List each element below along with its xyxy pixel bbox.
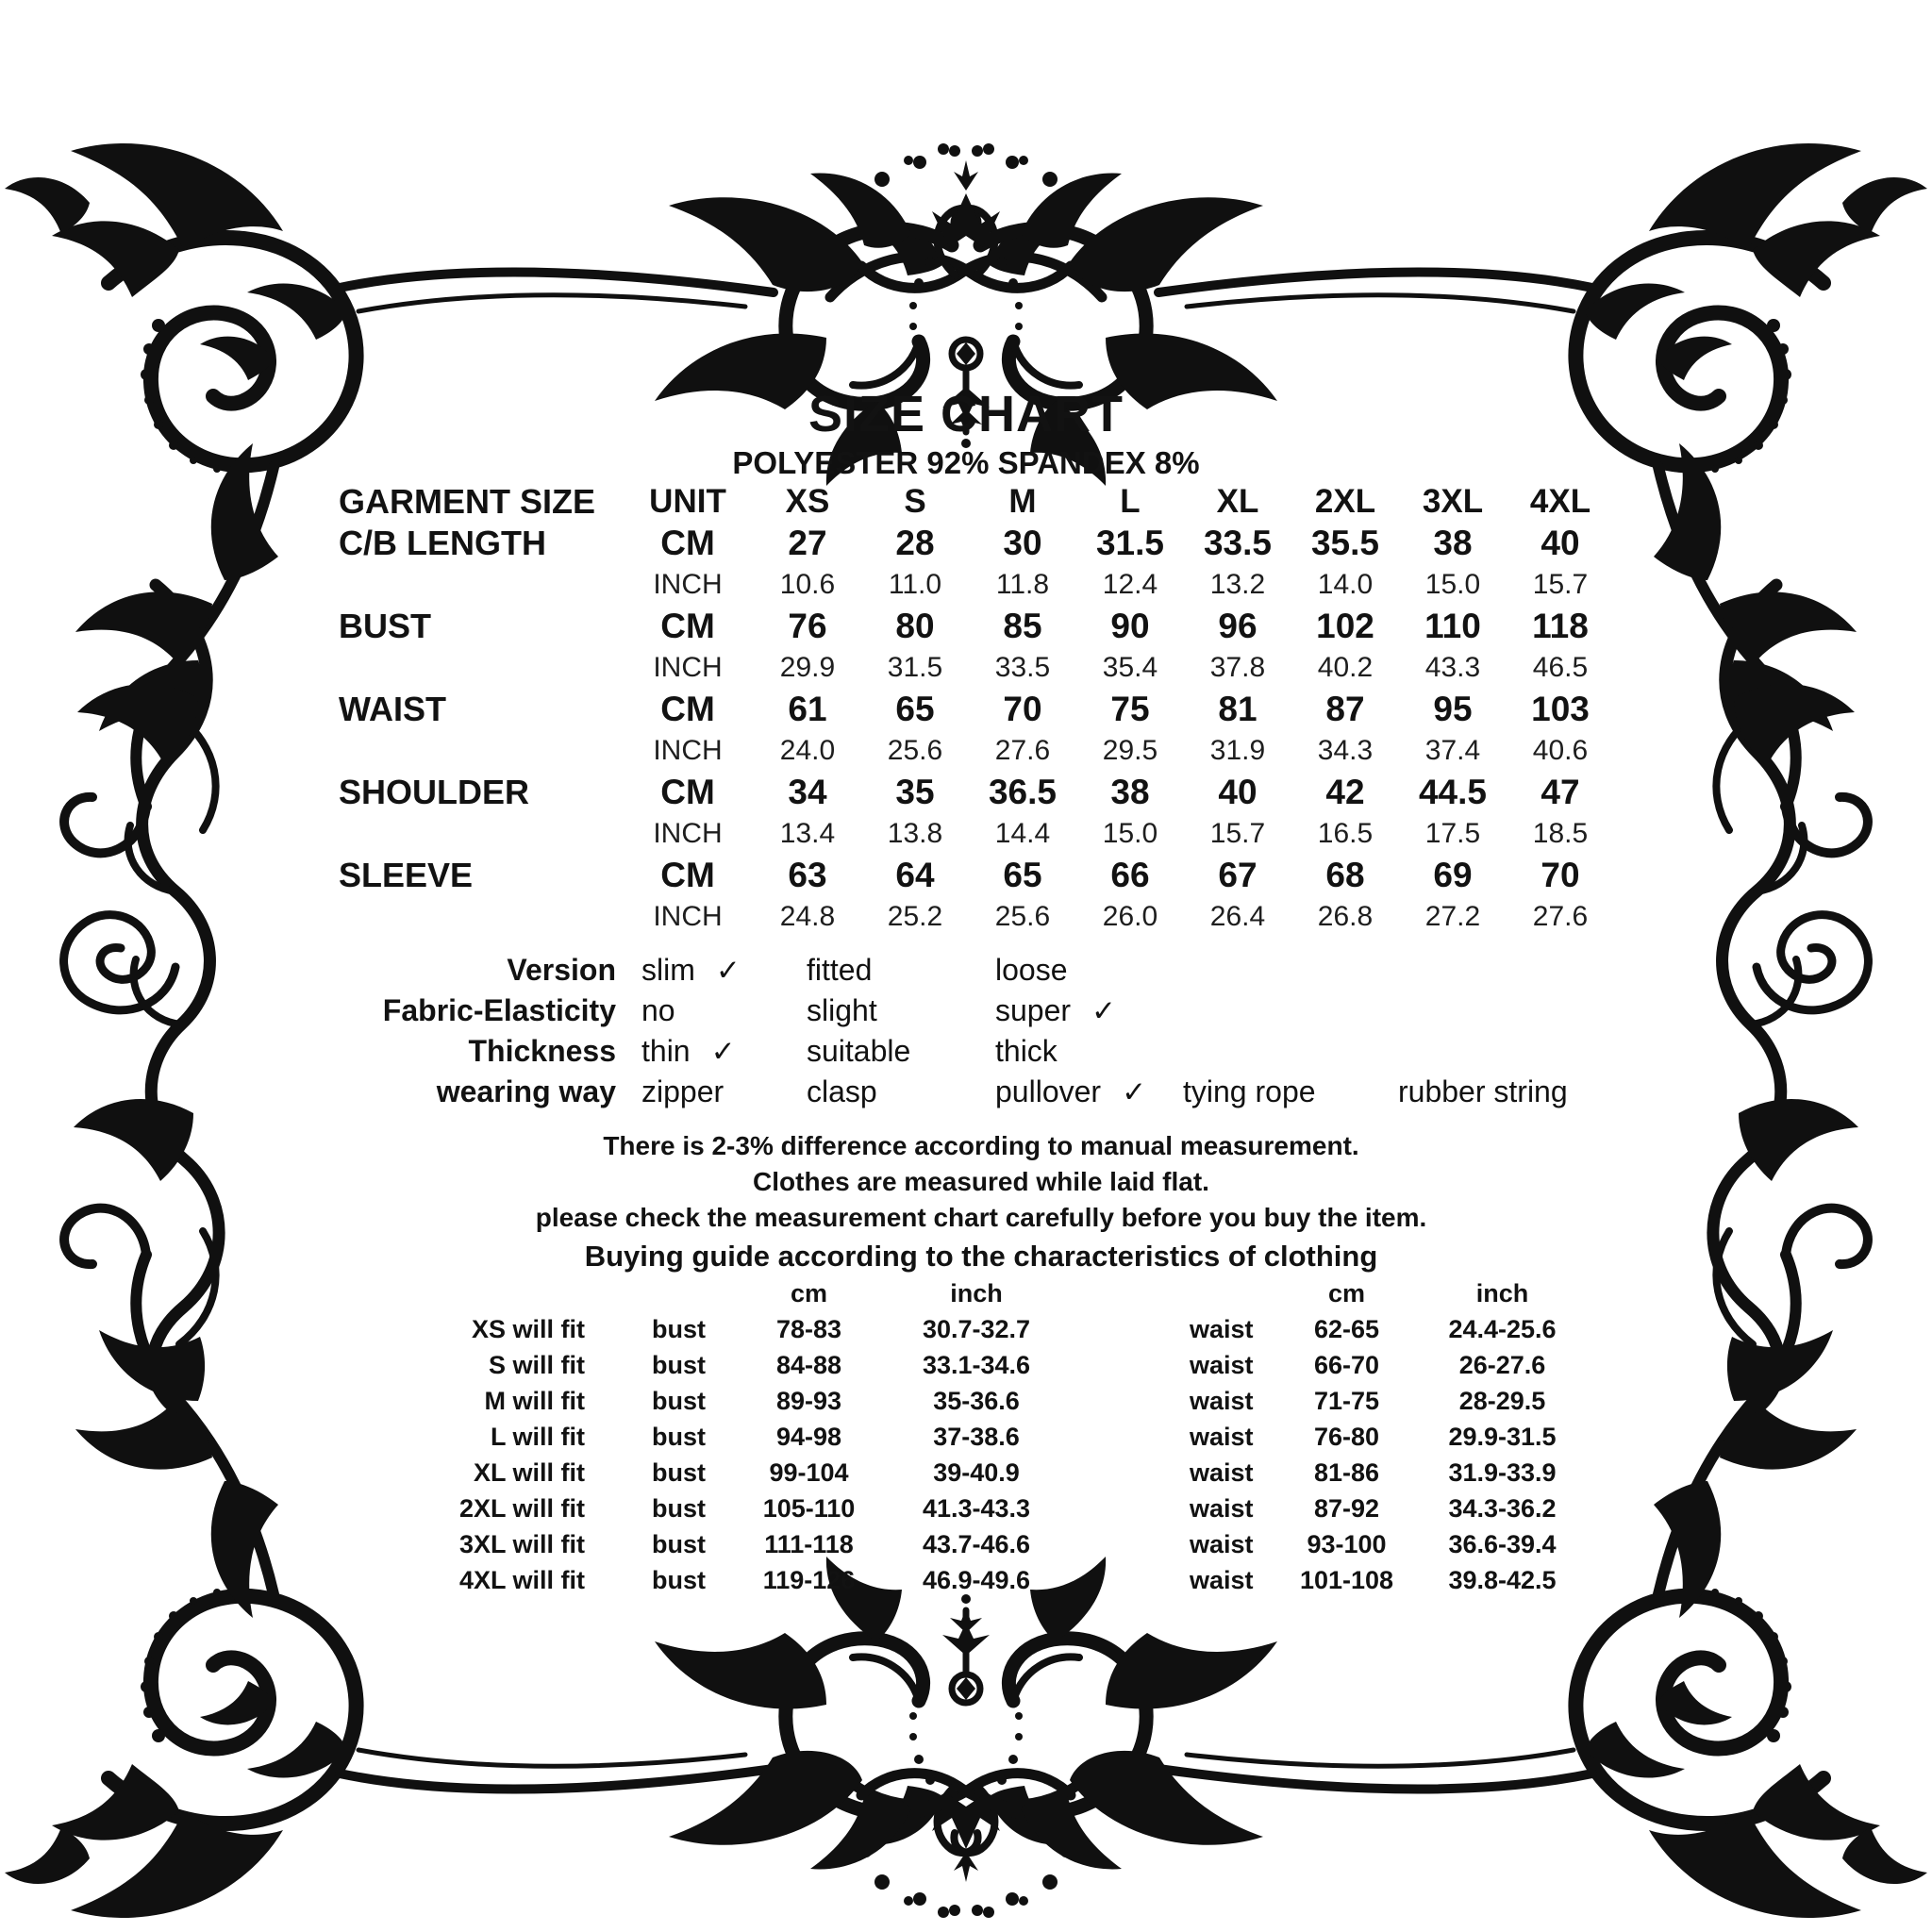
inch-value: 25.2 xyxy=(887,901,943,932)
guide-waist-cm: 71-75 xyxy=(1313,1386,1380,1415)
guide-size-label: L will fit xyxy=(491,1422,585,1451)
inch-unit-label: INCH xyxy=(653,569,723,600)
cm-value: 63 xyxy=(788,856,827,894)
guide-bust-inch: 33.1-34.6 xyxy=(922,1350,1031,1379)
guide-waist-label: waist xyxy=(1190,1565,1254,1594)
attribute-option-text: tying rope xyxy=(1183,1074,1316,1108)
guide-waist-inch: 28-29.5 xyxy=(1458,1386,1546,1415)
buying-guide-title: Buying guide according to the characteristics of clothing xyxy=(584,1240,1378,1273)
attribute-option-text: loose xyxy=(995,953,1068,987)
note-line: There is 2-3% difference according to manual measurement. xyxy=(603,1131,1359,1160)
cm-value: 40 xyxy=(1541,524,1580,562)
inch-value: 14.4 xyxy=(994,818,1051,849)
guide-waist-label: waist xyxy=(1190,1529,1254,1558)
attribute-option xyxy=(807,991,877,1031)
inch-value: 46.5 xyxy=(1532,652,1589,683)
attribute-option-text: thick xyxy=(995,1034,1058,1068)
guide-bust-inch: 41.3-43.3 xyxy=(922,1493,1031,1523)
guide-header-spacer xyxy=(358,1275,585,1311)
cm-value: 30 xyxy=(1003,524,1042,562)
cm-value: 80 xyxy=(895,607,935,645)
guide-size-label: 2XL will fit xyxy=(458,1493,585,1523)
cm-value: 61 xyxy=(788,690,827,728)
size-column-header: 3XL xyxy=(1422,483,1484,520)
inch-value: 27.2 xyxy=(1424,901,1481,932)
checkmark-icon: ✓ xyxy=(710,1034,736,1068)
guide-bust-cm: 78-83 xyxy=(775,1314,842,1343)
guide-bust-cm: 111-118 xyxy=(764,1529,854,1558)
guide-waist-label: waist xyxy=(1190,1350,1254,1379)
attribute-label: wearing way xyxy=(436,1074,616,1108)
inch-value: 35.4 xyxy=(1102,652,1158,683)
cm-value: 44.5 xyxy=(1418,773,1487,811)
cm-value: 35 xyxy=(895,773,935,811)
inch-value: 16.5 xyxy=(1317,818,1374,849)
inch-value: 11.0 xyxy=(888,569,942,600)
cm-value: 40 xyxy=(1218,773,1257,811)
checkmark-icon: ✓ xyxy=(1091,993,1117,1027)
cm-value: 66 xyxy=(1110,856,1150,894)
guide-gap xyxy=(585,1562,646,1598)
guide-waist-cm: 66-70 xyxy=(1313,1350,1380,1379)
inch-value: 25.6 xyxy=(994,901,1051,932)
inch-value: 37.8 xyxy=(1209,652,1266,683)
guide-bust-inch: 35-36.6 xyxy=(933,1386,1020,1415)
guide-bust-cm: 84-88 xyxy=(775,1350,842,1379)
cm-value: 65 xyxy=(1003,856,1042,894)
size-column-header: 2XL xyxy=(1314,483,1376,520)
inch-value: 40.6 xyxy=(1532,735,1589,766)
guide-gap xyxy=(585,1311,646,1347)
cm-value: 85 xyxy=(1003,607,1042,645)
attribute-option-text: rubber string xyxy=(1398,1074,1568,1108)
guide-bust-cm: 94-98 xyxy=(775,1422,842,1451)
inch-value: 27.6 xyxy=(1532,901,1589,932)
inch-value: 24.0 xyxy=(779,735,836,766)
guide-gap xyxy=(1071,1526,1184,1562)
guide-waist-label: waist xyxy=(1190,1493,1254,1523)
cm-value: 38 xyxy=(1110,773,1150,811)
guide-waist-inch: 31.9-33.9 xyxy=(1448,1457,1557,1487)
attribute-option xyxy=(995,950,1068,991)
attribute-option xyxy=(995,991,1116,1031)
guide-bust-inch: 39-40.9 xyxy=(933,1457,1020,1487)
guide-bust-label: bust xyxy=(652,1422,706,1451)
guide-waist-cm: 93-100 xyxy=(1307,1529,1387,1558)
inch-value: 26.0 xyxy=(1102,901,1158,932)
guide-size-label: M will fit xyxy=(484,1386,585,1415)
inch-value: 15.0 xyxy=(1102,818,1158,849)
cm-unit-label: CM xyxy=(660,856,715,894)
attribute-option-text: super xyxy=(995,993,1072,1027)
cm-value: 68 xyxy=(1325,856,1365,894)
guide-bust-inch: 37-38.6 xyxy=(933,1422,1020,1451)
attribute-option xyxy=(807,1031,910,1072)
cm-unit-label: CM xyxy=(660,524,715,562)
cm-unit-label: CM xyxy=(660,773,715,811)
guide-waist-cm: 101-108 xyxy=(1299,1565,1394,1594)
unit-column-header: UNIT xyxy=(649,483,726,520)
cm-value: 36.5 xyxy=(988,773,1057,811)
inch-value: 31.5 xyxy=(887,652,943,683)
guide-size-label: XL will fit xyxy=(473,1457,585,1487)
cm-value: 31.5 xyxy=(1095,524,1164,562)
measurement-label-spacer xyxy=(339,647,622,689)
measurement-label-spacer xyxy=(339,730,622,772)
inch-value: 10.6 xyxy=(779,569,836,600)
inch-value: 27.6 xyxy=(994,735,1051,766)
inch-value: 15.7 xyxy=(1209,818,1266,849)
cm-value: 47 xyxy=(1541,773,1580,811)
cm-value: 28 xyxy=(895,524,935,562)
cm-value: 67 xyxy=(1218,856,1257,894)
measurement-label: WAIST xyxy=(339,690,446,728)
attribute-option xyxy=(641,1072,724,1112)
attribute-option xyxy=(641,991,675,1031)
cm-value: 96 xyxy=(1218,607,1257,645)
guide-cm-header: cm xyxy=(790,1278,828,1307)
guide-gap xyxy=(1071,1383,1184,1419)
cm-value: 69 xyxy=(1433,856,1473,894)
measurement-label: BUST xyxy=(339,607,431,645)
guide-waist-cm: 87-92 xyxy=(1313,1493,1380,1523)
guide-waist-label: waist xyxy=(1190,1422,1254,1451)
guide-bust-label: bust xyxy=(652,1493,706,1523)
cm-value: 38 xyxy=(1433,524,1473,562)
cm-value: 34 xyxy=(788,773,827,811)
inch-value: 13.2 xyxy=(1209,569,1266,600)
cm-value: 90 xyxy=(1110,607,1150,645)
inch-value: 26.8 xyxy=(1317,901,1374,932)
guide-waist-label: waist xyxy=(1190,1386,1254,1415)
guide-inch-header: inch xyxy=(950,1278,1003,1307)
checkmark-icon: ✓ xyxy=(1122,1074,1147,1108)
inch-value: 13.8 xyxy=(887,818,943,849)
guide-gap xyxy=(1071,1562,1184,1598)
size-column-header: 4XL xyxy=(1529,483,1591,520)
guide-size-label: XS will fit xyxy=(471,1314,585,1343)
attribute-rows xyxy=(339,950,1678,1112)
guide-header-spacer xyxy=(1184,1275,1278,1311)
guide-gap xyxy=(585,1347,646,1383)
measurement-label: C/B LENGTH xyxy=(339,524,546,562)
guide-waist-cm: 62-65 xyxy=(1313,1314,1380,1343)
attribute-option-text: clasp xyxy=(807,1074,877,1108)
guide-waist-inch: 26-27.6 xyxy=(1458,1350,1546,1379)
inch-value: 34.3 xyxy=(1317,735,1374,766)
size-table xyxy=(339,481,1614,938)
inch-value: 14.0 xyxy=(1317,569,1374,600)
size-table-header-label: GARMENT SIZE xyxy=(339,482,596,521)
measurement-label: SLEEVE xyxy=(339,856,474,894)
guide-waist-inch: 24.4-25.6 xyxy=(1448,1314,1557,1343)
size-column-header: XS xyxy=(785,483,830,520)
guide-waist-inch: 39.8-42.5 xyxy=(1448,1565,1557,1594)
inch-unit-label: INCH xyxy=(653,818,723,849)
attribute-label: Fabric-Elasticity xyxy=(382,993,616,1027)
guide-bust-label: bust xyxy=(652,1350,706,1379)
note-line: Clothes are measured while laid flat. xyxy=(753,1167,1209,1196)
inch-value: 11.8 xyxy=(995,569,1050,600)
guide-bust-cm: 105-110 xyxy=(762,1493,856,1523)
guide-gap xyxy=(585,1526,646,1562)
guide-bust-label: bust xyxy=(652,1457,706,1487)
fabric-composition: POLYESTER 92% SPANDEX 8% xyxy=(732,445,1200,480)
note-line: please check the measurement chart carefully before you buy the item. xyxy=(535,1203,1427,1232)
measurement-label: SHOULDER xyxy=(339,773,530,811)
attribute-option-text: slim xyxy=(641,953,695,987)
guide-inch-header: inch xyxy=(1475,1278,1529,1307)
guide-bust-label: bust xyxy=(652,1565,706,1594)
attribute-row xyxy=(339,950,1678,991)
cm-value: 118 xyxy=(1532,607,1589,645)
measurement-notes xyxy=(0,1128,1932,1277)
attribute-option xyxy=(995,1031,1058,1072)
attribute-row xyxy=(339,1031,1678,1072)
inch-value: 37.4 xyxy=(1424,735,1481,766)
guide-gap xyxy=(585,1455,646,1491)
buying-guide-table xyxy=(358,1275,1590,1598)
inch-value: 33.5 xyxy=(994,652,1051,683)
cm-value: 87 xyxy=(1325,690,1365,728)
inch-value: 17.5 xyxy=(1424,818,1481,849)
guide-gap xyxy=(1071,1419,1184,1455)
guide-bust-label: bust xyxy=(652,1386,706,1415)
guide-gap xyxy=(1071,1347,1184,1383)
attribute-option-text: slight xyxy=(807,993,877,1027)
cm-value: 65 xyxy=(895,690,935,728)
measurement-label-spacer xyxy=(339,813,622,855)
guide-header-spacer xyxy=(585,1275,646,1311)
cm-value: 102 xyxy=(1316,607,1374,645)
guide-bust-label: bust xyxy=(652,1314,706,1343)
size-column-header: S xyxy=(904,483,926,520)
checkmark-icon: ✓ xyxy=(715,953,741,987)
attribute-label: Version xyxy=(507,953,616,987)
inch-value: 40.2 xyxy=(1317,652,1374,683)
cm-value: 42 xyxy=(1325,773,1365,811)
guide-bust-cm: 89-93 xyxy=(775,1386,842,1415)
attribute-option xyxy=(1183,1072,1316,1112)
guide-waist-inch: 36.6-39.4 xyxy=(1448,1529,1557,1558)
cm-value: 70 xyxy=(1003,690,1042,728)
guide-size-label: 3XL will fit xyxy=(458,1529,585,1558)
attribute-option-text: thin xyxy=(641,1034,691,1068)
attribute-option-text: fitted xyxy=(807,953,873,987)
attribute-option xyxy=(807,950,872,991)
cm-value: 70 xyxy=(1541,856,1580,894)
inch-value: 31.9 xyxy=(1209,735,1266,766)
attribute-row xyxy=(339,1072,1678,1112)
cm-value: 103 xyxy=(1531,690,1590,728)
guide-size-label: 4XL will fit xyxy=(458,1565,585,1594)
guide-bust-inch: 30.7-32.7 xyxy=(922,1314,1031,1343)
cm-value: 27 xyxy=(788,524,827,562)
cm-value: 81 xyxy=(1218,690,1257,728)
inch-unit-label: INCH xyxy=(653,735,723,766)
guide-waist-inch: 29.9-31.5 xyxy=(1448,1422,1557,1451)
inch-value: 29.5 xyxy=(1102,735,1158,766)
guide-cm-header: cm xyxy=(1327,1278,1366,1307)
guide-gap xyxy=(585,1491,646,1526)
inch-value: 15.0 xyxy=(1424,569,1481,600)
inch-value: 25.6 xyxy=(887,735,943,766)
guide-size-label: S will fit xyxy=(488,1350,585,1379)
attribute-option-text: pullover xyxy=(995,1074,1102,1108)
guide-gap xyxy=(585,1383,646,1419)
size-column-header: M xyxy=(1008,483,1037,520)
cm-value: 33.5 xyxy=(1203,524,1272,562)
measurement-label-spacer xyxy=(339,564,622,606)
attribute-option xyxy=(807,1072,877,1112)
guide-waist-cm: 81-86 xyxy=(1313,1457,1380,1487)
attribute-option xyxy=(1398,1072,1568,1112)
guide-bust-inch: 43.7-46.6 xyxy=(922,1529,1031,1558)
attribute-label: Thickness xyxy=(468,1034,616,1068)
attribute-option-text: suitable xyxy=(807,1034,911,1068)
attribute-option-text: no xyxy=(641,993,675,1027)
attribute-row xyxy=(339,991,1678,1031)
attribute-option xyxy=(641,1031,736,1072)
cm-value: 76 xyxy=(788,607,827,645)
attribute-option xyxy=(995,1072,1146,1112)
page-title: SIZE CHART xyxy=(808,386,1124,442)
guide-gap xyxy=(1071,1311,1184,1347)
attribute-option-text: zipper xyxy=(641,1074,724,1108)
cm-value: 95 xyxy=(1433,690,1473,728)
inch-value: 18.5 xyxy=(1532,818,1589,849)
guide-waist-cm: 76-80 xyxy=(1313,1422,1380,1451)
guide-bust-cm: 99-104 xyxy=(769,1457,849,1487)
inch-value: 13.4 xyxy=(779,818,836,849)
guide-waist-label: waist xyxy=(1190,1314,1254,1343)
guide-bust-label: bust xyxy=(652,1529,706,1558)
inch-value: 15.7 xyxy=(1532,569,1589,600)
attribute-option xyxy=(641,950,741,991)
measurement-label-spacer xyxy=(339,896,622,938)
inch-unit-label: INCH xyxy=(653,652,723,683)
guide-header-spacer xyxy=(646,1275,736,1311)
size-column-header: XL xyxy=(1216,483,1259,520)
inch-value: 24.8 xyxy=(779,901,836,932)
cm-value: 110 xyxy=(1424,607,1481,645)
cm-unit-label: CM xyxy=(660,690,715,728)
guide-bust-inch: 46.9-49.6 xyxy=(922,1565,1031,1594)
cm-value: 64 xyxy=(895,856,935,894)
guide-gap xyxy=(585,1419,646,1455)
cm-value: 75 xyxy=(1110,690,1150,728)
inch-unit-label: INCH xyxy=(653,901,723,932)
guide-gap xyxy=(1071,1455,1184,1491)
inch-value: 29.9 xyxy=(779,652,836,683)
guide-waist-inch: 34.3-36.2 xyxy=(1448,1493,1557,1523)
guide-gap xyxy=(1071,1491,1184,1526)
size-column-header: L xyxy=(1120,483,1141,520)
cm-unit-label: CM xyxy=(660,607,715,645)
guide-header-spacer xyxy=(1071,1275,1184,1311)
inch-value: 43.3 xyxy=(1424,652,1481,683)
cm-value: 35.5 xyxy=(1310,524,1379,562)
inch-value: 26.4 xyxy=(1209,901,1266,932)
guide-waist-label: waist xyxy=(1190,1457,1254,1487)
inch-value: 12.4 xyxy=(1102,569,1158,600)
guide-bust-cm: 119-126 xyxy=(762,1565,856,1594)
